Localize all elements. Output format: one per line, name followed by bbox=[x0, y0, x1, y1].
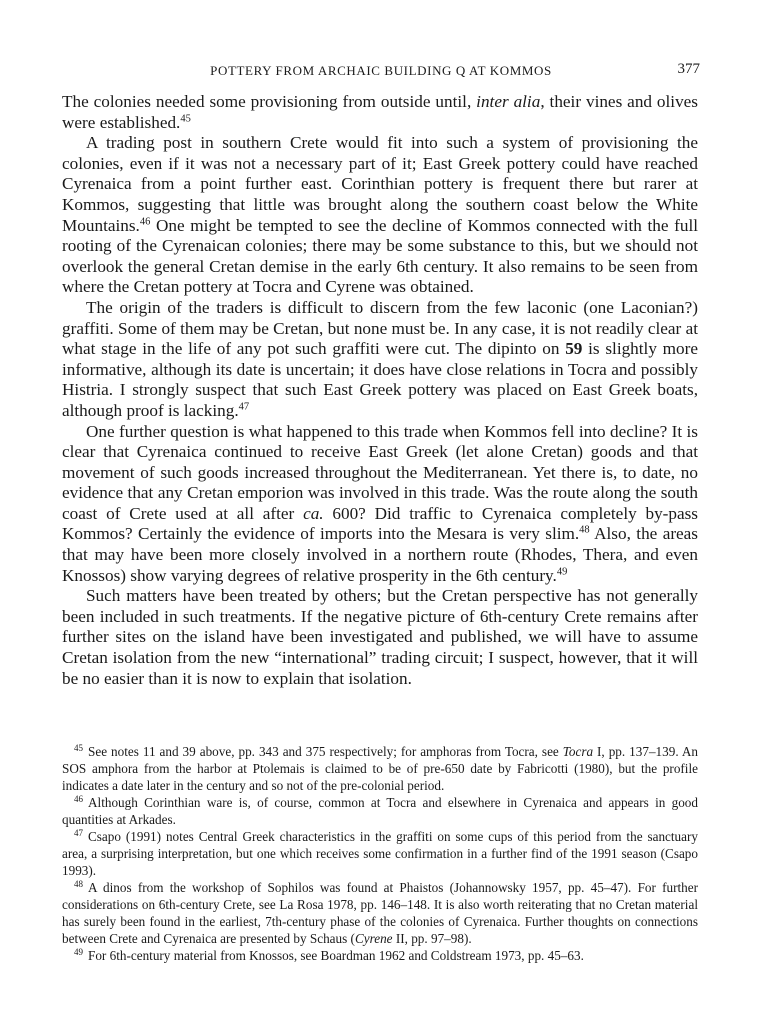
page-number: 377 bbox=[677, 61, 700, 77]
text-run: The colonies needed some provisioning from outside until, bbox=[62, 92, 477, 111]
italic-text: Cyrene bbox=[354, 931, 393, 946]
text-run: See notes 11 and 39 above, pp. 343 and 375 respectively; for amphoras from Tocra, see bbox=[88, 744, 563, 759]
text-run: The origin of the traders is difficult to discern from the few laconic (one Laconian?) graffiti. Some of them may be Cretan, but none must be. In any case, it is not readily clear at what stage in the life of any pot such graffiti were cut. The dipinto on bbox=[62, 297, 698, 359]
footnote-number: 45 bbox=[74, 742, 83, 753]
text-run: Such matters have been treated by others; but the Cretan perspective has not generally been included in such treatments. If the negative picture of 6th-century Crete remains after further sites on the island have been investigated and published, we will have to assume Cretan isolation from the new “international” trading circuit; I suspect, however, that it will be no easier than it is now to explain that isolation. bbox=[62, 586, 698, 688]
text-run: Although Corinthian ware is, of course, common at Tocra and elsewhere in Cyrenaica and appears in good quantities at Arkades. bbox=[62, 795, 698, 827]
footnote-45 bbox=[62, 743, 698, 794]
text-run: II, pp. 97–98). bbox=[392, 931, 472, 946]
paragraph-1 bbox=[62, 92, 698, 133]
footnote-ref-47[interactable]: 47 bbox=[238, 401, 250, 413]
footnote-ref-46[interactable]: 46 bbox=[139, 215, 151, 227]
main-text bbox=[62, 92, 698, 689]
text-run: One further question is what happened to this trade when Kommos fell into decline? It is clear that Cyrenaica continued to receive East Greek (let alone Cretan) goods and that movement of such goods increased throughout the Mediterranean. Yet there is, to date, no evidence that any Cretan emporion was involved in this trade. Was the route along the south coast of Crete used at all after bbox=[62, 421, 698, 523]
text-run: Csapo (1991) notes Central Greek characteristics in the graffiti on some cups of this period from the sanctuary area, a surprising interpretation, but one which receives some confirmation in a further find of the 1991 season (Csapo 1993). bbox=[62, 829, 698, 878]
paragraph-2 bbox=[62, 133, 698, 298]
paragraph-4 bbox=[62, 422, 698, 587]
footnote-47 bbox=[62, 828, 698, 879]
text-run: A trading post in southern Crete would fit into such a system of provisioning the colonies, even if it was not a necessary part of it; East Greek pottery could have reached Cyrenaica from a point further east. Corinthian pottery is frequent there but rarer at Kommos, suggesting that little was brought along the southern coast below the White Mountains. bbox=[62, 133, 698, 235]
text-run: One might be tempted to see the decline of Kommos connected with the full rooting of the Cyrenaican colonies; there may be some substance to this, but we should not overlook the general Cretan demise in the early 6th century. It also remains to be seen from where the Cretan pottery at Tocra and Cyrene was obtained. bbox=[62, 215, 698, 297]
text-run: 600? Did traffic to Cyrenaica completely by-pass Kommos? Certainly the evidence of imports into the Mesara is very slim. bbox=[62, 503, 698, 544]
italic-text: inter alia bbox=[476, 92, 541, 111]
footnote-46 bbox=[62, 794, 698, 828]
text-run: For 6th-century material from Knossos, see Boardman 1962 and Coldstream 1973, pp. 45–63. bbox=[88, 948, 584, 963]
italic-text: Tocra bbox=[562, 744, 594, 759]
footnote-number: 48 bbox=[74, 878, 83, 889]
footnote-ref-45[interactable]: 45 bbox=[180, 112, 191, 124]
paragraph-5 bbox=[62, 586, 698, 689]
text-run: I, pp. 137–139. An SOS amphora from the harbor at Ptolemais is claimed to be of pre-650 date by Fabricotti (1980), but the profile indicates a date later in the century and so not of the pre-colonial period. bbox=[62, 744, 699, 793]
text-run: A dinos from the workshop of Sophilos was found at Phaistos (Johannowsky 1957, pp. 45–47). For further considerations on 6th-century Crete, see La Rosa 1978, pp. 146–148. It is also worth reiterating that no Cretan material has surely been found in the earliest, 7th-century phase of the colonies of Cyrenaica. Further thoughts on connections between Crete and Cyrenaica are presented by Schaus ( bbox=[62, 880, 698, 946]
footnote-number: 46 bbox=[74, 793, 83, 804]
footnote-number: 49 bbox=[74, 946, 83, 957]
footnote-ref-49[interactable]: 49 bbox=[556, 565, 568, 577]
paragraph-3 bbox=[62, 298, 698, 422]
running-title: POTTERY FROM ARCHAIC BUILDING Q AT KOMMOS bbox=[210, 63, 552, 78]
text-run: , their vines and olives were established. bbox=[62, 92, 698, 132]
catalog-number: 59 bbox=[565, 339, 583, 359]
running-head bbox=[62, 60, 700, 82]
text-run: is slightly more informative, although its date is uncertain; it does have close relations in Tocra and possibly Histria. I strongly suspect that such East Greek pottery was placed on East Greek boats, although proof is lacking. bbox=[62, 339, 698, 420]
footnote-number: 47 bbox=[74, 827, 83, 838]
italic-text: ca. bbox=[303, 503, 324, 523]
footnote-ref-48[interactable]: 48 bbox=[579, 524, 590, 536]
footnote-49 bbox=[62, 947, 698, 964]
footnotes bbox=[62, 743, 698, 964]
text-run: Also, the areas that may have been more closely involved in a northern route (Rhodes, Thera, and even Knossos) show varying degrees of relative prosperity in the 6th century. bbox=[62, 524, 698, 585]
footnote-48 bbox=[62, 879, 698, 947]
